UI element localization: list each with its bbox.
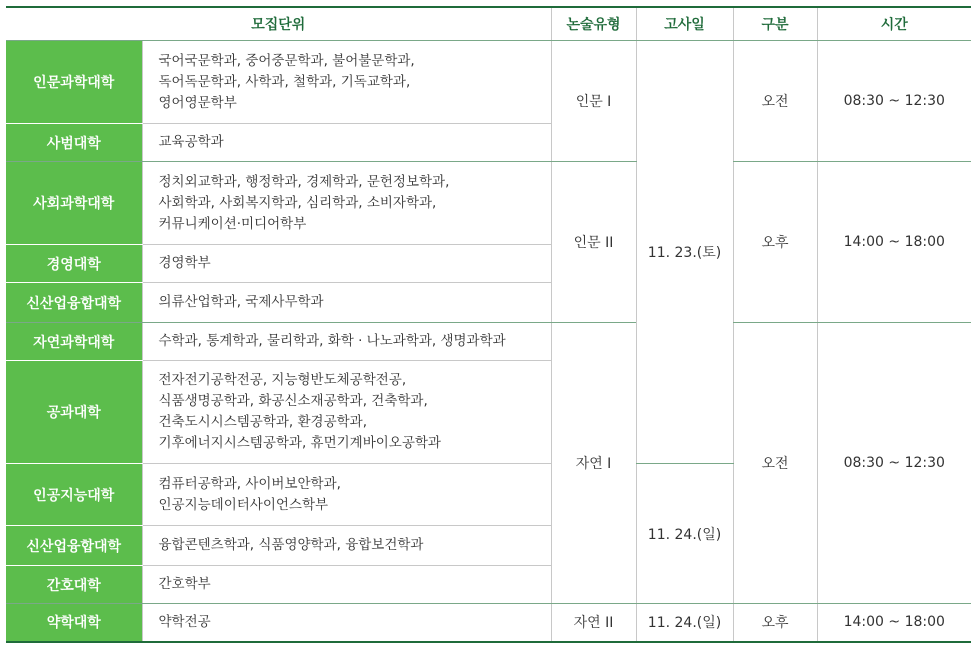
department-line: 융합콘텐츠학과, 식품영양학과, 융합보건학과 [158,537,424,553]
departments-cell [142,361,551,464]
department-line: 간호학부 [158,576,211,592]
college-cell: 사회과학대학 [6,162,142,245]
departments-cell [142,464,551,526]
college-cell: 공과대학 [6,361,142,464]
departments-cell [142,323,551,361]
department-line: 의류산업학과, 국제사무학과 [158,294,324,310]
header-session: 구분 [733,7,817,41]
college-cell: 신산업융합대학 [6,526,142,566]
department-line: 독어독문학과, 사학과, 철학과, 기독교학과, [158,73,411,90]
departments-cell [142,283,551,323]
time-cell: 14:00 ~ 18:00 [817,162,971,323]
essay-type-cell: 인문 II [551,162,636,323]
time-cell: 14:00 ~ 18:00 [817,604,971,642]
header-time: 시간 [817,7,971,41]
college-cell: 자연과학대학 [6,323,142,361]
header-row [6,7,971,41]
essay-type-cell: 인문 I [551,41,636,162]
department-line: 사회학과, 사회복지학과, 심리학과, 소비자학과, [158,194,437,211]
department-line: 건축도시시스템공학과, 환경공학과, [158,414,367,430]
college-cell: 신산업융합대학 [6,283,142,323]
exam-date-cell: 11. 24.(일) [636,464,733,604]
college-cell: 인공지능대학 [6,464,142,526]
session-cell: 오전 [733,41,817,162]
table-row [6,162,971,245]
department-line: 국어국문학과, 중어중문학과, 불어불문학과, [158,52,415,69]
departments-cell [142,245,551,283]
departments-cell [142,604,551,642]
exam-schedule-table [6,6,971,643]
department-line: 수학과, 통계학과, 물리학과, 화학 · 나노과학과, 생명과학과 [158,333,506,349]
department-line: 인공지능데이터사이언스학부 [158,496,329,513]
college-cell: 경영대학 [6,245,142,283]
department-line: 전자전기공학전공, 지능형반도체공학전공, [158,372,407,388]
departments-cell [142,566,551,604]
session-cell: 오후 [733,162,817,323]
department-line: 정치외교학과, 행정학과, 경제학과, 문헌정보학과, [158,173,450,190]
department-line: 커뮤니케이션·미디어학부 [158,215,307,232]
table-row [6,604,971,642]
header-unit: 모집단위 [6,7,551,41]
department-line: 식품생명공학과, 화공신소재공학과, 건축학과, [158,393,428,409]
table-row [6,41,971,124]
departments-cell [142,526,551,566]
college-cell: 약학대학 [6,604,142,642]
time-cell: 08:30 ~ 12:30 [817,323,971,604]
session-cell: 오후 [733,604,817,642]
departments-cell [142,162,551,245]
essay-type-cell: 자연 II [551,604,636,642]
college-cell: 사범대학 [6,124,142,162]
college-cell: 간호대학 [6,566,142,604]
departments-cell [142,41,551,124]
essay-type-cell: 자연 I [551,323,636,604]
department-line: 약학전공 [158,613,211,630]
department-line: 기후에너지시스템공학과, 휴먼기계바이오공학과 [158,435,441,451]
table-row [6,323,971,361]
department-line: 컴퓨터공학과, 사이버보안학과, [158,475,341,492]
department-line: 경영학부 [158,255,211,271]
departments-cell [142,124,551,162]
college-cell: 인문과학대학 [6,41,142,124]
exam-date-cell: 11. 23.(토) [636,41,733,464]
department-line: 영어영문학부 [158,94,237,111]
header-type: 논술유형 [551,7,636,41]
time-cell: 08:30 ~ 12:30 [817,41,971,162]
department-line: 교육공학과 [158,134,224,150]
header-date: 고사일 [636,7,733,41]
exam-date-cell: 11. 24.(일) [636,604,733,642]
session-cell: 오전 [733,323,817,604]
